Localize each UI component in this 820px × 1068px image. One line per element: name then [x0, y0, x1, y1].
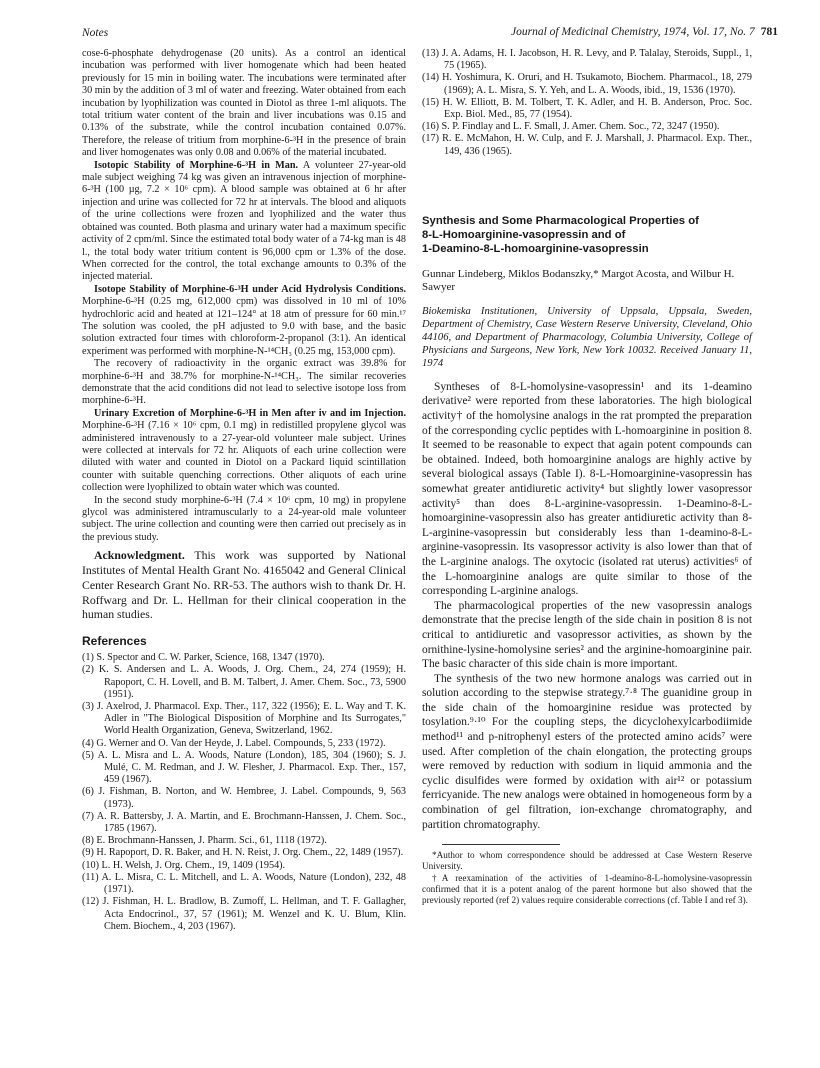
- body-paragraph: The pharmacological properties of the new vasopressin analogs demonstrate that the precise length of the side chain in position 8 is not critical to antidiuretic and vasopressor activities, as shown by the ornithine-lysine-homolysine series² and the arginine-homoarginine pair. The basic character of this side chain is more important.: [422, 599, 752, 671]
- paragraph-acid-hydrolysis: [82, 284, 406, 358]
- reference-item: (14) H. Yoshimura, K. Oruri, and H. Tsukamoto, Biochem. Pharmacol., 18, 279 (1969); A. L. Misra, S. Y. Yeh, and L. A. Woods, ibid., 19, 1536 (1970).: [422, 72, 752, 96]
- reference-item: (4) G. Werner and O. Van der Heyde, J. Label. Compounds, 5, 233 (1972).: [82, 737, 386, 749]
- reference-item: (5) A. L. Misra and L. A. Woods, Nature (London), 185, 304 (1960); S. J. Mulé, C. M. Redman, and J. W. Flesher, J. Pharmacol. Exp. Ther., 157, 459 (1967).: [82, 749, 406, 786]
- article-affiliation: Biokemiska Institutionen, University of Uppsala, Uppsala, Sweden, Department of Chemistry, Case Western Reserve University, Cleveland, Ohio 44106, and Department of Pharmacology, Columbia University, College of Physicians and Surgeons, New York, New York 10032. Received January 11, 1974: [422, 305, 752, 369]
- reference-item: (10) L. H. Welsh, J. Org. Chem., 19, 1409 (1954).: [82, 859, 286, 871]
- acknowledgment-text: This work was supported by National Institutes of Mental Health Grant No. 4165042 and General Clinical Center Research Grant No. RR-53. The authors wish to thank Dr. H. Roffwarg and Dr. L. Hellman for their clinical cooperation in the human studies.: [82, 548, 406, 622]
- reference-item: (7) A. R. Battersby, J. A. Martin, and E. Brochmann-Hanssen, J. Chem. Soc., 1785 (1967).: [82, 810, 406, 835]
- paragraph-incubation: cose-6-phosphate dehydrogenase (20 units). As a control an identical incubation was performed with liver homogenate which had been heated previously for 15 min in boiling water. The incubations were terminated after 30 min by the addition of 3 ml of water and freezing. Water obtained from each incubation by lyophilization was counted in Diotol as three 1-ml aliquots. The total tritium water content of the brain and liver incubations was 0.15 and 0.13% of the substrate, while the control incubation contained 0.07%. Therefore, the release of tritium from morphine-6-³H in the presence of brain and liver homogenates was only 0.08 and 0.06% of the material incubated.: [82, 48, 406, 159]
- paragraph-second-study: In the second study morphine-6-³H (7.4 × 10⁶ cpm, 10 mg) in propylene glycol was administered intramuscularly to a 24-year-old male volunteer subject. The urine collection and counting were then carried out precisely as in the previous study.: [82, 494, 406, 543]
- references-list-continued: [422, 48, 752, 158]
- paragraph-urinary-excretion: [82, 408, 406, 495]
- references-heading: References: [82, 634, 147, 649]
- paragraph-isotopic-stability-text: A volunteer 27-year-old male subject weighing 74 kg was given an intravenous injection of morphine-6-³H (100 µg, 7.2 × 10⁶ cpm). A blood sample was obtained at 6 hr after injection and urine was collected for 72 hr at intervals. The blood and aliquots of the urine collections were frozen and lyophilized and the water thus obtained was counted. Both plasma and urinary water had a maximum specific activity of 2 cpm/ml. Since the estimated total body water of a 74-kg man is 48 l., the total body water tritium content is 96,000 cpm or 1.3% of the dose. When corrected for the control, the total exchange amounts to 0.3% of the injected material.: [82, 159, 406, 283]
- paragraph-isotopic-stability: [82, 160, 406, 284]
- footnote-reexamination: †A reexamination of the activities of 1-deamino-8-L-homolysine-vasopressin confirmed that it is a potent analog of the parent hormone but also showed that the previously reported (ref 2) values require considerable corrections (cf. Table I and ref 3).: [422, 872, 752, 906]
- journal-citation: Journal of Medicinal Chemistry, 1974, Vol. 17, No. 7: [511, 26, 755, 38]
- left-column: [82, 48, 406, 933]
- acknowledgment: [82, 548, 406, 622]
- reference-item: (11) A. L. Misra, C. L. Mitchell, and L. A. Woods, Nature (London), 232, 48 (1971).: [82, 871, 406, 896]
- article-title-line: 1-Deamino-8-L-homoarginine-vasopressin: [422, 242, 649, 255]
- reference-item: (17) R. E. McMahon, H. W. Culp, and F. J. Marshall, J. Pharmacol. Exp. Ther., 149, 436 (1965).: [422, 133, 752, 157]
- reference-item: (16) S. P. Findlay and L. F. Small, J. Amer. Chem. Soc., 72, 3247 (1950).: [422, 121, 720, 133]
- right-column: [422, 48, 752, 906]
- reference-item: (13) J. A. Adams, H. I. Jacobson, H. R. Levy, and P. Talalay, Steroids, Suppl., 1, 75 (1965).: [422, 48, 752, 72]
- reference-item: (15) H. W. Elliott, B. M. Tolbert, T. K. Adler, and H. B. Anderson, Proc. Soc. Exp. Biol. Med., 85, 77 (1954).: [422, 96, 752, 121]
- subheading-urinary-excretion: Urinary Excretion of Morphine-6-³H in Men after iv and im Injection.: [94, 407, 406, 419]
- subheading-acid-hydrolysis: Isotope Stability of Morphine-6-³H under Acid Hydrolysis Conditions.: [94, 283, 406, 295]
- reference-item: (9) H. Rapoport, D. R. Baker, and H. N. Reist, J. Org. Chem., 22, 1489 (1957).: [82, 847, 404, 859]
- body-paragraph: Syntheses of 8-L-homolysine-vasopressin¹ and its 1-deamino derivative² were reported from these laboratories. The high biological activity† of the homolysine analogs in the rat prompted the preparation of the corresponding cyclic peptides with L-homoarginine in position 8. It seemed to be reasonable to expect that again potent compounds can be obtained. Indeed, both homoarginine analogs are highly active by several biological assays (Table I). 8-L-Homoarginine-vasopressin has somewhat greater antidiuretic activity⁴ but slightly lower vasopressor activity⁵ than does 8-L-arginine-vasopressin. 1-Deamino-8-L-homoarginine-vasopressin also has greater antidiuretic activity than 8-L-arginine-vasopressin but considerably less than 1-deamino-8-L-arginine-vasopressin. Its vasopressor activity is also lower than that of the L-arginine analogs. The oxytocic (isolated rat uterus) activities⁶ of the L-homoarginine analogs are quite similar to those of the corresponding L-arginine analogs.: [422, 380, 752, 598]
- article-title-line: Synthesis and Some Pharmacological Properties of: [422, 214, 699, 227]
- running-header-journal: [511, 26, 778, 38]
- article-title-line: 8-L-Homoarginine-vasopressin and of: [422, 228, 626, 241]
- paragraph-acid-hydrolysis-text: Morphine-6-³H (0.25 mg, 612,000 cpm) was dissolved in 10 ml of 10% hydrochloric acid and heated at 121–124° at 18 atm of pressure for 60 min.¹⁷ The solution was cooled, the pH adjusted to 9.0 with base, and the basic solution extracted four times with chloroform-2-propanol (3:1). An identical experiment was performed with morphine-N-¹⁴CH₃ (0.25 mg, 153,000 cpm).: [82, 296, 406, 357]
- footnote-divider: [442, 844, 560, 845]
- body-paragraph: The synthesis of the two new hormone analogs was carried out in solution according to the stepwise strategy.⁷·⁸ The guanidine group in the side chain of the homoarginine residue was protected by tosylation.⁹·¹⁰ For the coupling steps, the dicyclohexylcarbodiimide method¹¹ and p-nitrophenyl esters of the protected amino acids⁷ were used. After completion of the chain elongation, the protecting groups were removed by reduction with sodium in liquid ammonia and the cyclic disulfides were formed by oxidation with air¹² or potassium ferricyanide. The new analogs were obtained in homogeneous form by a combination of gel filtration, ion-exchange chromatography, and partition chromatography.: [422, 672, 752, 831]
- reference-item: (3) J. Axelrod, J. Pharmacol. Exp. Ther., 117, 322 (1956); E. L. Way and T. K. Adler in "The Biological Disposition of Morphine and Its Surrogates," World Health Organization, Geneva, Switzerland, 1962.: [82, 701, 406, 737]
- reference-item: (12) J. Fishman, H. L. Bradlow, B. Zumoff, L. Hellman, and T. F. Gallagher, Acta Endocrinol., 37, 57 (1961); M. Wenzel and K. U. Blum, Klin. Chem. Biochem., 4, 203 (1967).: [82, 896, 406, 932]
- references-list: [82, 652, 406, 933]
- acknowledgment-heading: Acknowledgment.: [94, 548, 185, 563]
- reference-item: (6) J. Fishman, B. Norton, and W. Hembree, J. Label. Compounds, 9, 563 (1973).: [82, 786, 406, 810]
- reference-item: (2) K. S. Andersen and L. A. Woods, J. Org. Chem., 24, 274 (1959); H. Rapoport, C. H. Lovell, and B. M. Talbert, J. Amer. Chem. Soc., 73, 5900 (1951).: [82, 664, 406, 700]
- running-header-section: Notes: [82, 27, 109, 39]
- subheading-isotopic-stability: Isotopic Stability of Morphine-6-³H in Man.: [94, 159, 299, 171]
- reference-item: (1) S. Spector and C. W. Parker, Science, 168, 1347 (1970).: [82, 652, 325, 664]
- footnote-correspondence: *Author to whom correspondence should be addressed at Case Western Reserve University.: [422, 850, 752, 872]
- paragraph-urinary-excretion-text: Morphine-6-³H (7.16 × 10⁶ cpm, 0.1 mg) in redistilled propylene glycol was administered intravenously to a 27-year-old volunteer male subject. Urines were collected at intervals for 72 hr. Aliquots of each urine collection were diluted with water and counted in Diotol on a Packard liquid scintillation counter with suitable quenching corrections. Other aliquots of each urine collection were lyophilized to obtain water which was counted.: [82, 420, 406, 494]
- paragraph-recovery: The recovery of radioactivity in the organic extract was 39.8% for morphine-6-³H and 38.7% for morphine-N-¹⁴CH₃. The similar recoveries demonstrate that the acid conditions did not lead to selective isotope loss from morphine-6-³H.: [82, 358, 406, 407]
- page-number: 781: [760, 26, 778, 38]
- article-authors: Gunnar Lindeberg, Miklos Bodanszky,* Margot Acosta, and Wilbur H. Sawyer: [422, 267, 735, 294]
- article-title: [422, 214, 752, 256]
- reference-item: (8) E. Brochmann-Hanssen, J. Pharm. Sci., 61, 1118 (1972).: [82, 835, 327, 847]
